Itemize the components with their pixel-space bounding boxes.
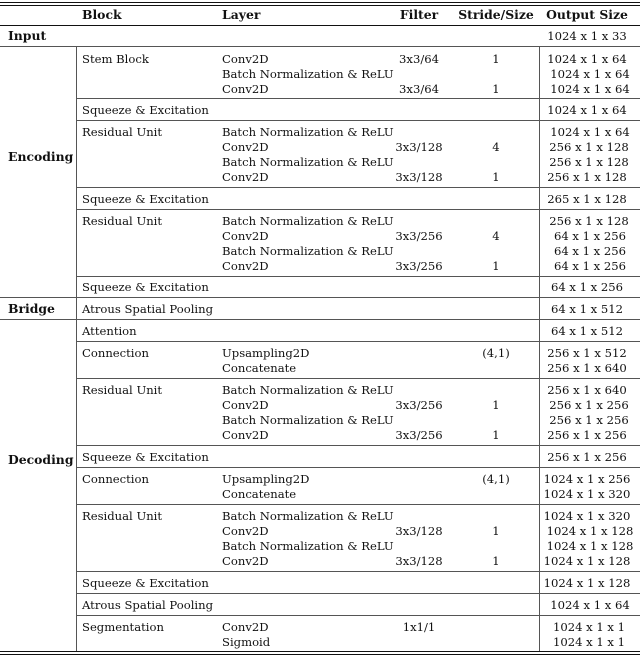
rule-dec-8	[76, 615, 640, 616]
dec-attention-output: 64 x 1 x 512	[550, 324, 624, 338]
enc-res-1-layer-4: Conv2D	[222, 170, 269, 184]
bridge-label: Atrous Spatial Pooling	[82, 302, 213, 316]
rule-dec-1	[76, 341, 640, 342]
header-rule	[0, 25, 640, 26]
bottom-rule-inner	[0, 651, 640, 652]
header-filter: Filter	[399, 7, 439, 22]
enc-res-2-layer-2: Conv2D	[222, 229, 269, 243]
dec-conn-1-output-1: 256 x 1 x 512	[547, 346, 627, 360]
top-rule-inner	[0, 5, 640, 6]
dec-aspp-output: 1024 x 1 x 64	[550, 598, 630, 612]
dec-aspp-label: Atrous Spatial Pooling	[82, 598, 213, 612]
enc-res-1-filter-4: 3x3/128	[395, 170, 443, 184]
enc-se-3-output: 64 x 1 x 256	[550, 280, 624, 294]
dec-res-2-filter-4: 3x3/128	[395, 554, 443, 568]
dec-res-2-layer-2: Conv2D	[222, 524, 269, 538]
stem-layer-3: Conv2D	[222, 82, 269, 96]
dec-res-2-label: Residual Unit	[82, 509, 163, 523]
top-rule	[0, 2, 640, 3]
enc-res-1-stride-4: 1	[492, 170, 500, 184]
group-bridge: Bridge	[8, 301, 55, 316]
enc-res-2-output-2: 64 x 1 x 256	[553, 229, 627, 243]
dec-conn-2-output-2: 1024 x 1 x 320	[543, 487, 631, 501]
dec-conn-2-label: Connection	[82, 472, 149, 486]
enc-res-2-stride-2: 4	[492, 229, 500, 243]
dec-res-1-stride-4: 1	[492, 428, 500, 442]
dec-conn-1-output-2: 256 x 1 x 640	[547, 361, 627, 375]
dec-res-1-output-1: 256 x 1 x 640	[547, 383, 627, 397]
stem-stride-3: 1	[492, 82, 500, 96]
rule-dec-4	[76, 467, 640, 468]
dec-seg-layer-2: Sigmoid	[222, 635, 271, 649]
enc-res-1-label: Residual Unit	[82, 125, 163, 139]
dec-seg-layer-1: Conv2D	[222, 620, 269, 634]
enc-res-2-layer-4: Conv2D	[222, 259, 269, 273]
enc-se-1-label: Squeeze & Excitation	[82, 103, 209, 117]
dec-res-1-stride-2: 1	[492, 398, 500, 412]
bottom-rule	[0, 654, 640, 655]
dec-res-2-stride-2: 1	[492, 524, 500, 538]
dec-conn-2-stride-1: (4,1)	[482, 472, 510, 486]
stem-output-2: 1024 x 1 x 64	[550, 67, 630, 81]
enc-res-2-filter-4: 3x3/256	[395, 259, 443, 273]
dec-conn-2-output-1: 1024 x 1 x 256	[543, 472, 631, 486]
enc-res-2-output-4: 64 x 1 x 256	[553, 259, 627, 273]
stem-block-label: Stem Block	[82, 52, 149, 66]
stem-layer-2: Batch Normalization & ReLU	[222, 67, 394, 81]
dec-seg-label: Segmentation	[82, 620, 164, 634]
dec-res-2-output-1: 1024 x 1 x 320	[543, 509, 631, 523]
rule-enc-4	[76, 209, 640, 210]
dec-se-1-output: 256 x 1 x 256	[547, 450, 627, 464]
rule-enc-1	[76, 98, 640, 99]
enc-res-1-layer-2: Conv2D	[222, 140, 269, 154]
rule-enc-2	[76, 120, 640, 121]
rule-dec-7	[76, 593, 640, 594]
enc-se-3-label: Squeeze & Excitation	[82, 280, 209, 294]
enc-res-1-output-3: 256 x 1 x 128	[549, 155, 629, 169]
enc-res-2-stride-4: 1	[492, 259, 500, 273]
rule-enc-5	[76, 276, 640, 277]
dec-seg-filter-1: 1x1/1	[402, 620, 436, 634]
dec-res-1-label: Residual Unit	[82, 383, 163, 397]
enc-res-1-output-2: 256 x 1 x 128	[549, 140, 629, 154]
enc-res-2-filter-2: 3x3/256	[395, 229, 443, 243]
enc-res-2-layer-3: Batch Normalization & ReLU	[222, 244, 394, 258]
dec-se-2-label: Squeeze & Excitation	[82, 576, 209, 590]
enc-res-1-output-4: 256 x 1 x 128	[547, 170, 627, 184]
dec-res-1-layer-1: Batch Normalization & ReLU	[222, 383, 394, 397]
dec-se-1-label: Squeeze & Excitation	[82, 450, 209, 464]
dec-res-2-layer-1: Batch Normalization & ReLU	[222, 509, 394, 523]
enc-se-2-output: 265 x 1 x 128	[547, 192, 627, 206]
dec-res-1-output-4: 256 x 1 x 256	[547, 428, 627, 442]
dec-conn-1-stride-1: (4,1)	[482, 346, 510, 360]
enc-se-1-output: 1024 x 1 x 64	[547, 103, 627, 117]
rule-enc-3	[76, 187, 640, 188]
group-input: Input	[8, 28, 47, 43]
enc-res-2-output-3: 64 x 1 x 256	[553, 244, 627, 258]
dec-conn-1-layer-2: Concatenate	[222, 361, 297, 375]
stem-stride-1: 1	[492, 52, 500, 66]
rule-dec-5	[76, 504, 640, 505]
stem-filter-1: 3x3/64	[399, 52, 439, 66]
dec-conn-1-layer-1: Upsampling2D	[222, 346, 310, 360]
dec-attention-label: Attention	[82, 324, 137, 338]
dec-res-2-layer-3: Batch Normalization & ReLU	[222, 539, 394, 553]
enc-res-2-output-1: 256 x 1 x 128	[549, 214, 629, 228]
header-output-size: Output Size	[546, 7, 628, 22]
stem-layer-1: Conv2D	[222, 52, 269, 66]
dec-seg-output-2: 1024 x 1 x 1	[552, 635, 626, 649]
group-decoding: Decoding	[8, 452, 74, 467]
dec-res-2-filter-2: 3x3/128	[395, 524, 443, 538]
rule-dec-6	[76, 571, 640, 572]
enc-se-2-label: Squeeze & Excitation	[82, 192, 209, 206]
enc-res-1-layer-3: Batch Normalization & ReLU	[222, 155, 394, 169]
group-encoding: Encoding	[8, 149, 74, 164]
rule-dec-3	[76, 445, 640, 446]
header-layer: Layer	[222, 7, 261, 22]
dec-seg-output-1: 1024 x 1 x 1	[552, 620, 626, 634]
enc-res-1-output-1: 1024 x 1 x 64	[550, 125, 630, 139]
dec-res-2-stride-4: 1	[492, 554, 500, 568]
dec-conn-2-layer-1: Upsampling2D	[222, 472, 310, 486]
rule-after-input	[0, 46, 640, 47]
rule-after-encoding	[0, 297, 640, 298]
enc-res-2-label: Residual Unit	[82, 214, 163, 228]
header-block: Block	[82, 7, 122, 22]
vline-output	[539, 46, 540, 651]
vline-group-block	[76, 46, 77, 651]
dec-res-2-output-2: 1024 x 1 x 128	[546, 524, 634, 538]
bridge-output: 64 x 1 x 512	[550, 302, 624, 316]
dec-se-2-output: 1024 x 1 x 128	[543, 576, 631, 590]
rule-after-bridge	[0, 319, 640, 320]
dec-res-2-layer-4: Conv2D	[222, 554, 269, 568]
dec-res-1-filter-4: 3x3/256	[395, 428, 443, 442]
dec-res-1-layer-2: Conv2D	[222, 398, 269, 412]
enc-res-2-layer-1: Batch Normalization & ReLU	[222, 214, 394, 228]
enc-res-1-layer-1: Batch Normalization & ReLU	[222, 125, 394, 139]
dec-res-1-layer-4: Conv2D	[222, 428, 269, 442]
dec-res-1-output-2: 256 x 1 x 256	[549, 398, 629, 412]
stem-filter-3: 3x3/64	[399, 82, 439, 96]
rule-dec-2	[76, 378, 640, 379]
dec-conn-1-label: Connection	[82, 346, 149, 360]
dec-conn-2-layer-2: Concatenate	[222, 487, 297, 501]
dec-res-1-output-3: 256 x 1 x 256	[549, 413, 629, 427]
dec-res-2-output-4: 1024 x 1 x 128	[543, 554, 631, 568]
enc-res-1-stride-2: 4	[492, 140, 500, 154]
input-output: 1024 x 1 x 33	[547, 29, 627, 43]
dec-res-1-filter-2: 3x3/256	[395, 398, 443, 412]
enc-res-1-filter-2: 3x3/128	[395, 140, 443, 154]
dec-res-2-output-3: 1024 x 1 x 128	[546, 539, 634, 553]
header-stride-size: Stride/Size	[458, 7, 534, 22]
dec-res-1-layer-3: Batch Normalization & ReLU	[222, 413, 394, 427]
stem-output-3: 1024 x 1 x 64	[550, 82, 630, 96]
stem-output-1: 1024 x 1 x 64	[547, 52, 627, 66]
